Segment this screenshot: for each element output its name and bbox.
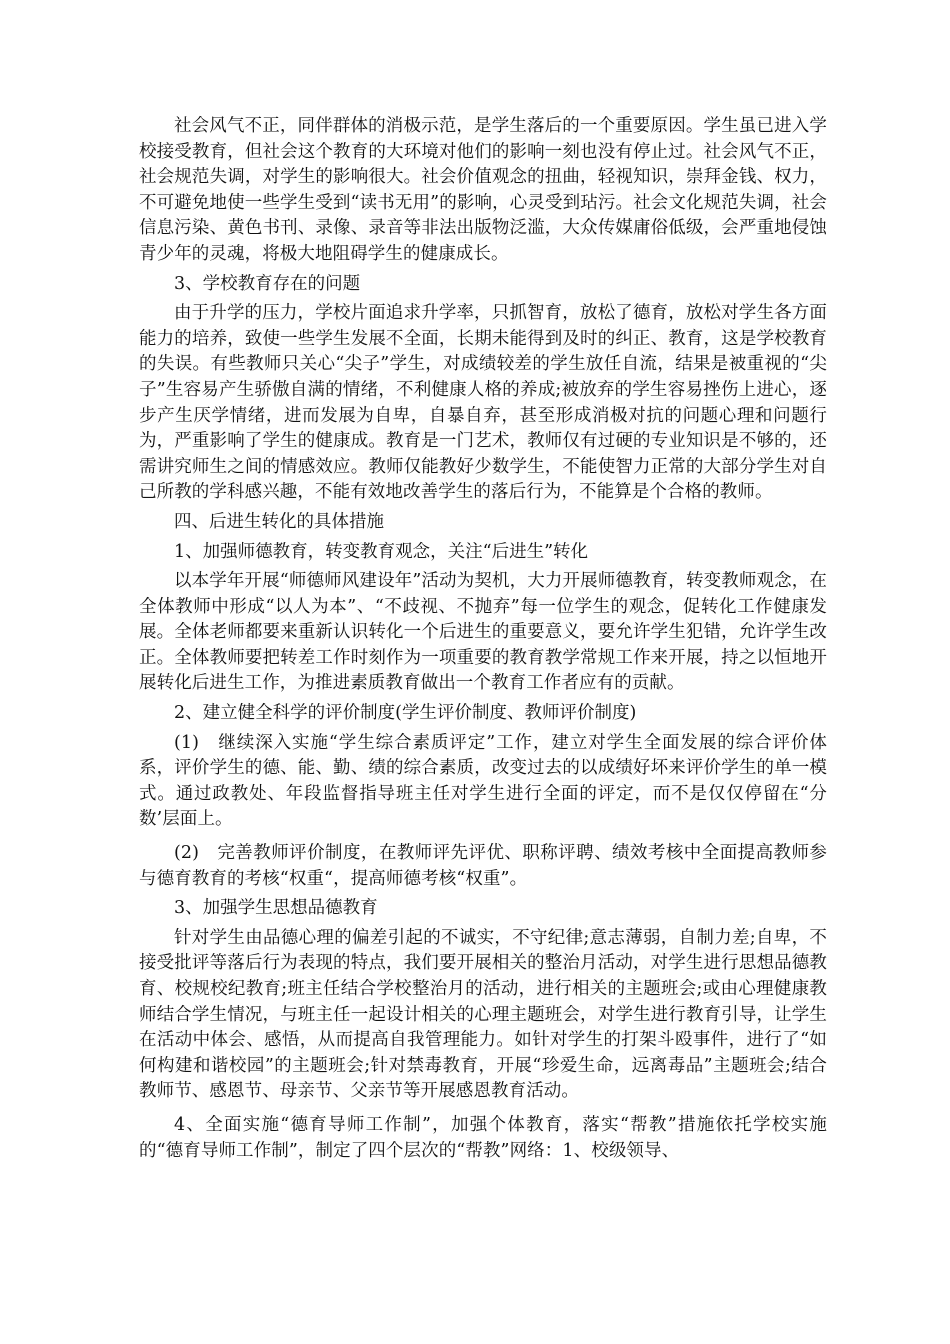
paragraph-mentor-system: 4、全面实施“德育导师工作制”，加强个体教育，落实“帮教”措施依托学校实施的“德育导师工作制”，制定了四个层次的“帮教”网络：1、校级领导、 — [139, 1114, 827, 1161]
heading-school-education-problems: 3、学校教育存在的问题 — [174, 273, 361, 294]
document-page — [139, 114, 827, 1164]
heading-transformation-measures: 四、后进生转化的具体措施 — [174, 511, 384, 532]
heading-moral-education: 3、加强学生思想品德教育 — [174, 898, 378, 919]
paragraph-moral-education: 针对学生由品德心理的偏差引起的不诚实，不守纪律;意志薄弱，自制力差;自卑，不接受批评等落后行为表现的特点，我们要开展相关的整治月活动，对学生进行思想品德教育、校规校纪教育;班主任结合学校整治月的活动，进行相关的主题班会;或由心理健康教师结合学生情况，与班主任一起设计相关的心理主题班会，对学生进行教育引导，让学生在活动中体会、感悟，从而提高自我管理能力。如针对学生的打架斗殴事件，进行了“如何构建和谐校园”的主题班会;针对禁毒教育，开展“珍爱生命，远离毒品”主题班会;结合教师节、感恩节、母亲节、父亲节等开展感恩教育活动。 — [139, 927, 827, 1102]
heading-teacher-ethics: 1、加强师德教育，转变教育观念，关注“后进生”转化 — [174, 541, 589, 562]
paragraph-social-influence: 社会风气不正，同伴群体的消极示范，是学生落后的一个重要原因。学生虽已进入学校接受教育，但社会这个教育的大环境对他们的影响一刻也没有停止过。社会风气不正，社会规范失调，对学生的影响很大。社会价值观念的扭曲，轻视知识，崇拜金钱、权力，不可避免地使一些学生受到“读书无用”的影响，心灵受到玷污。社会文化规范失调，社会信息污染、黄色书刊、录像、录音等非法出版物泛滥，大众传媒庸俗低级，会严重地侵蚀青少年的灵魂，将极大地阻碍学生的健康成长。 — [139, 116, 827, 264]
heading-evaluation-system: 2、建立健全科学的评价制度(学生评价制度、教师评价制度) — [174, 703, 637, 724]
paragraph-student-evaluation: (1) 继续深入实施“学生综合素质评定”工作，建立对学生全面发展的综合评价体系，评价学生的德、能、勤、绩的综合素质，改变过去的以成绩好坏来评价学生的单一模式。通过政教处、年段监督指导班主任对学生进行全面的评定，而不是仅仅停留在“分数’层面上。 — [139, 732, 827, 830]
paragraph-school-education: 由于升学的压力，学校片面追求升学率，只抓智育，放松了德育，放松对学生各方面能力的培养，致使一些学生发展不全面，长期未能得到及时的纠正、教育，这是学校教育的失误。有些教师只关心“尖子”学生，对成绩较差的学生放任自流，结果是被重视的“尖子”生容易产生骄傲自满的情绪，不利健康人格的养成;被放弃的学生容易挫伤上进心，逐步产生厌学情绪，进而发展为自卑，自暴自弃，甚至形成消极对抗的问题心理和问题行为，严重影响了学生的健康成。教育是一门艺术，教师仅有过硬的专业知识是不够的，还需讲究师生之间的情感效应。教师仅能教好少数学生，不能使智力正常的大部分学生对自己所教的学科感兴趣，不能有效地改善学生的落后行为，不能算是个合格的教师。 — [139, 303, 827, 503]
paragraph-teacher-ethics: 以本学年开展“师德师风建设年”活动为契机，大力开展师德教育，转变教师观念，在全体教师中形成“以人为本”、“不歧视、不抛弃”每一位学生的观念，促转化工作健康发展。全体老师都要来重新认识转化一个后进生的重要意义，要允许学生犯错，允许学生改正。全体教师要把转差工作时刻作为一项重要的教育教学常规工作来开展，持之以恒地开展转化后进生工作，为推进素质教育做出一个教育工作者应有的贡献。 — [139, 571, 827, 694]
paragraph-teacher-evaluation: (2) 完善教师评价制度，在教师评先评优、职称评聘、绩效考核中全面提高教师参与德育教育的考核“权重“，提高师德考核“权重”。 — [139, 843, 827, 889]
